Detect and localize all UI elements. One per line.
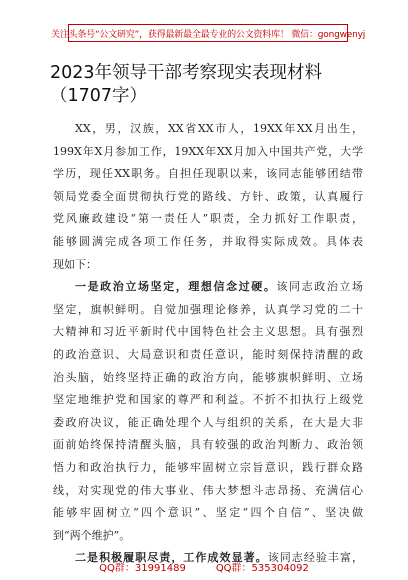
text-line: XX，男，汉族，XX省XX市人，19XX年XX月出生， (75, 122, 363, 135)
text-line: 线，对实现党的伟大事业、伟大梦想斗志昂扬、充满信心 (53, 483, 363, 497)
section-heading: 一是政治立场坚定，理想信念过硬。 (75, 280, 277, 294)
text-line: 能够圆满完成各项工作任务，并取得实际成效。具体表 (53, 234, 363, 248)
text-line: 坚定，旗帜鲜明。自觉加强理论修养，认真学习党的二十 (53, 302, 363, 316)
paragraph-political (53, 276, 363, 547)
text-line: 学历，现任XX职务。自担任现职以来，该同志能够团结带 (53, 167, 363, 181)
qq-group-1: QQ群：31991489 (99, 563, 186, 574)
text-fragment: 该同志经验丰富， (267, 551, 363, 565)
text-line: 到“两个维护”。 (53, 528, 131, 542)
text-line: 大精神和习近平新时代中国特色社会主义思想。具有强烈 (53, 325, 363, 339)
promo-banner: 关注头条号“公文研究”，获得最新最全最专业的公文资料库！ 微信：gongwenyj (68, 24, 348, 42)
text-line: 委政府决议，能正确处理个人与组织的关系，在大是大非 (53, 415, 363, 429)
text-line: 面前始终保持清醒头脑，具有较强的政治判断力、政治领 (53, 438, 363, 452)
text-line: 党风廉政建设“第一责任人”职责，全力抓好工作职责， (53, 212, 363, 226)
text-line: 能够牢固树立“四个意识”、坚定“四个自信”、坚决做 (53, 506, 363, 520)
footer-contacts (0, 559, 408, 573)
qq-group-2: QQ群：535304092 (215, 563, 309, 574)
text-line: 治头脑，始终坚持正确的政治方向，能够旗帜鲜明、立场 (53, 370, 363, 384)
text-line (53, 276, 363, 299)
text-fragment: 该同志政治立场 (276, 280, 363, 294)
text-line: 现如下： (53, 257, 97, 271)
document-title: 2023年领导干部考察现实表现材料（1707字） (50, 63, 323, 106)
text-line: 坚定地维护党和国家的尊严和利益。不折不扣执行上级党 (53, 393, 363, 407)
text-line: 悟力和政治执行力，能够牢固树立宗旨意识，践行群众路 (53, 460, 363, 474)
text-line: 的政治意识、大局意识和责任意识，能时刻保持清醒的政 (53, 347, 363, 361)
document-body (53, 118, 363, 570)
text-line: 领局党委全面贯彻执行党的路线、方针、政策，认真履行 (53, 189, 363, 203)
section-heading: 二是积极履职尽责，工作成效显著。 (75, 551, 268, 565)
text-line: 199X年X月参加工作，19XX年XX月加入中国共产党，大学 (53, 144, 363, 158)
paragraph-intro (53, 118, 363, 276)
